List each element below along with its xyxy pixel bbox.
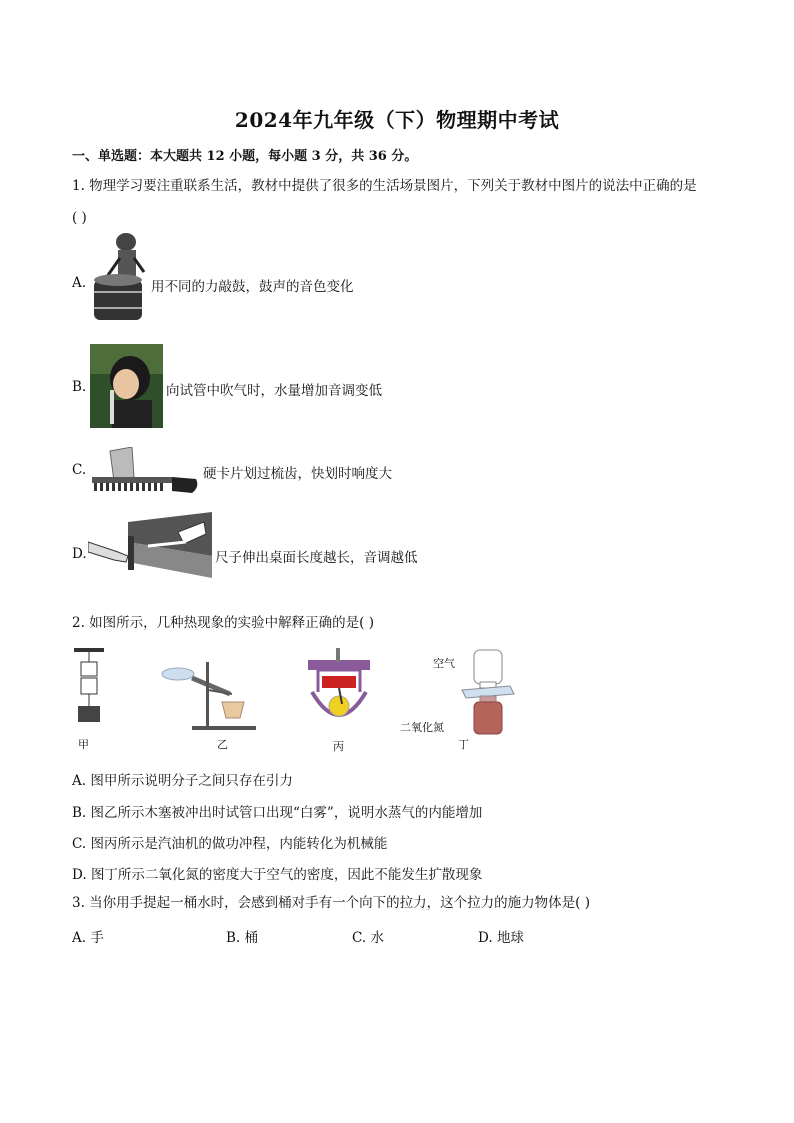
comb-card-illustration [88, 447, 200, 497]
q1-bracket: ( ) [72, 210, 87, 226]
q1-option-d-letter: D. [72, 546, 87, 562]
q1-stem: 1. 物理学习要注重联系生活，教材中提供了很多的生活场景图片，下列关于教材中图片的说法中正确的是 [72, 178, 697, 194]
section-heading: 一、单选题：本大题共 12 小题，每小题 3 分，共 36 分。 [72, 149, 418, 164]
q3-stem: 3. 当你用手提起一桶水时，会感到桶对手有一个向下的拉力，这个拉力的施力物体是( ) [72, 895, 590, 911]
air-label: 空气 [433, 657, 455, 670]
q3-option-a: A. 手 [72, 930, 104, 946]
test-tube-cork-figure [152, 656, 258, 730]
ruler-desk-illustration [88, 512, 212, 578]
q1-option-b-letter: B. [72, 379, 87, 395]
drum-illustration [86, 232, 150, 326]
q3-option-b: B. 桶 [226, 930, 259, 946]
engine-stroke-figure [304, 648, 374, 734]
q2-option-a: A. 图甲所示说明分子之间只存在引力 [72, 773, 293, 789]
q1-option-b-text: 向试管中吹气时，水量增加音调变低 [166, 383, 382, 399]
q3-option-d: D. 地球 [478, 930, 524, 946]
q2-option-b: B. 图乙所示木塞被冲出时试管口出现“白雾”，说明水蒸气的内能增加 [72, 805, 483, 821]
page-title: 2024年九年级（下）物理期中考试 [234, 108, 560, 132]
q1-option-a-letter: A. [72, 275, 87, 291]
q1-option-c-text: 硬卡片划过梳齿，快划时响度大 [203, 466, 392, 482]
q1-option-a-text: 用不同的力敲鼓，鼓声的音色变化 [151, 279, 354, 295]
fig-label-ding: 丁 [458, 738, 469, 751]
q2-option-c: C. 图丙所示是汽油机的做功冲程，内能转化为机械能 [72, 836, 388, 852]
lead-cylinders-figure [72, 648, 108, 736]
q1-option-c-letter: C. [72, 462, 87, 478]
q1-option-d-text: 尺子伸出桌面长度越长，音调越低 [215, 550, 418, 566]
fig-label-yi: 乙 [217, 738, 228, 751]
girl-blowing-tube-photo [90, 344, 163, 428]
no2-label: 二氧化氮 [400, 721, 444, 734]
fig-label-bing: 丙 [333, 740, 344, 753]
gas-diffusion-figure [460, 648, 516, 736]
q3-option-c: C. 水 [352, 930, 384, 946]
fig-label-jia: 甲 [78, 738, 89, 751]
q2-option-d: D. 图丁所示二氧化氮的密度大于空气的密度，因此不能发生扩散现象 [72, 867, 483, 883]
q2-stem: 2. 如图所示，几种热现象的实验中解释正确的是( ) [72, 615, 374, 631]
